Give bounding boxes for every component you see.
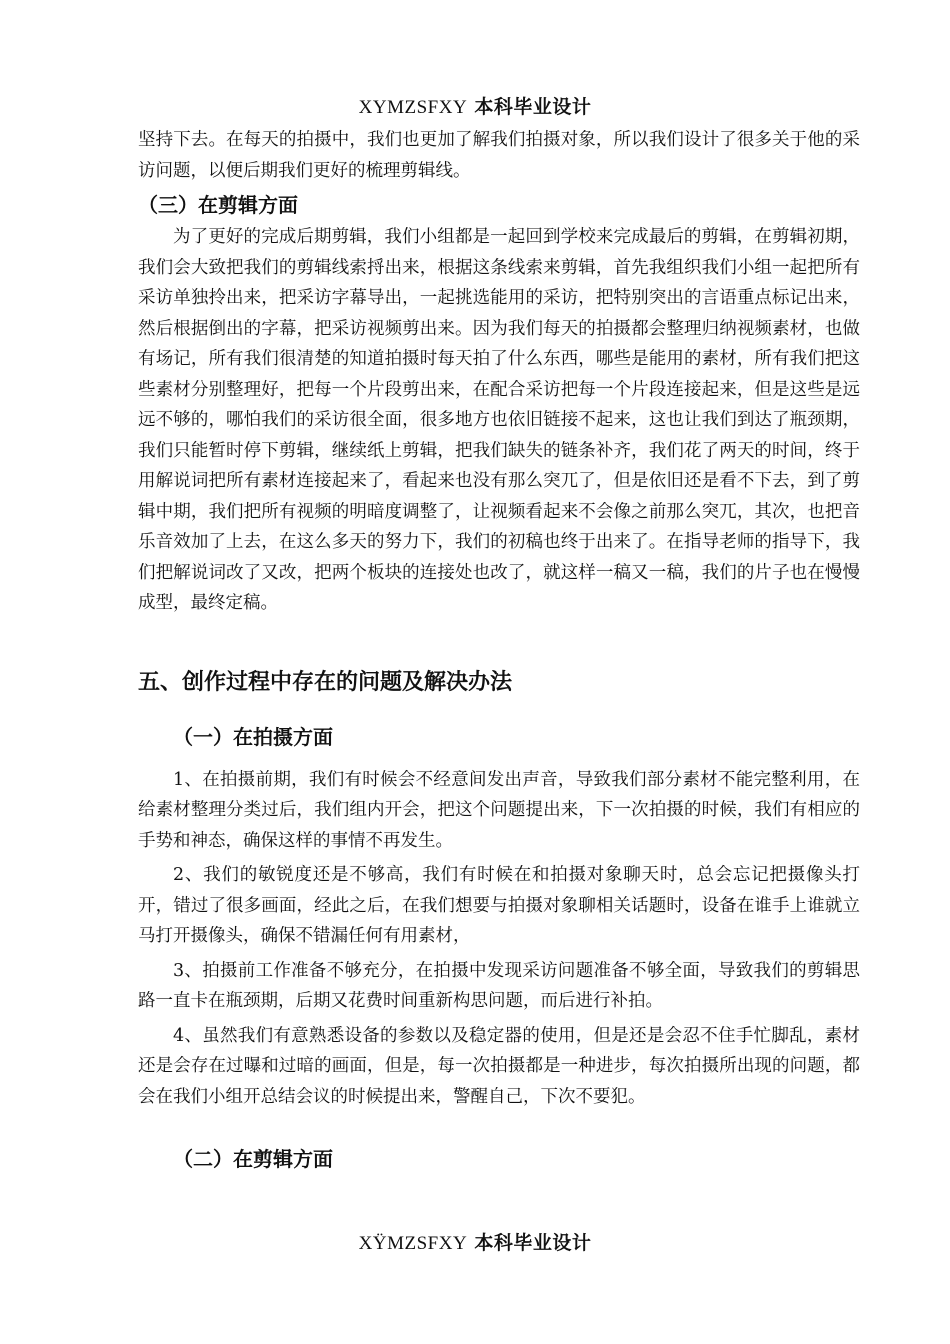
- header-school-code: XYMZSFXY: [358, 97, 468, 118]
- continued-paragraph: 坚持下去。在每天的拍摄中，我们也更加了解我们拍摄对象，所以我们设计了很多关于他的采访问题，以便后期我们更好的梳理剪辑线。: [138, 130, 860, 181]
- section-five-heading: 五、创作过程中存在的问题及解决办法: [138, 669, 513, 695]
- footer-school-code: XŸMZSFXY: [358, 1233, 468, 1254]
- editing-paragraph: 为了更好的完成后期剪辑，我们小组都是一起回到学校来完成最后的剪辑，在剪辑初期，我们会大致把我们的剪辑线索捋出来，根据这条线索来剪辑，首先我组织我们小组一起把所有采访单独拎出来，把采访字幕导出，一起挑选能用的采访，把特别突出的言语重点标记出来，然后根据倒出的字幕，把采访视频剪出来。因为我们每天的拍摄都会整理归纳视频素材，也做有场记，所有我们很清楚的知道拍摄时每天拍了什么东西，哪些是能用的素材，所有我们把这些素材分别整理好，把每一个片段剪出来，在配合采访把每一个片段连接起来，但是这些是远远不够的，哪怕我们的采访很全面，很多地方也依旧链接不起来，这也让我们到达了瓶颈期，我们只能暂时停下剪辑，继续纸上剪辑，把我们缺失的链条补齐，我们花了两天的时间，终于用解说词把所有素材连接起来了，看起来也没有那么突兀了，但是依旧还是看不下去，到了剪辑中期，我们把所有视频的明暗度调整了，让视频看起来不会像之前那么突兀，其次，也把音乐音效加了上去，在这么多天的努力下，我们的初稿也终于出来了。在指导老师的指导下，我们把解说词改了又改，把两个板块的连接处也改了，就这样一稿又一稿，我们的片子也在慢慢成型，最终定稿。: [138, 227, 860, 613]
- shooting-item-1: 1、在拍摄前期，我们有时候会不经意间发出声音，导致我们部分素材不能完整利用，在给素材整理分类过后，我们组内开会，把这个问题提出来，下一次拍摄的时候，我们有相应的手势和神态，确保这样的事情不再发生。: [138, 769, 860, 851]
- shooting-item-2: 2、我们的敏锐度还是不够高，我们有时候在和拍摄对象聊天时，总会忘记把摄像头打开，错过了很多画面，经此之后，在我们想要与拍摄对象聊相关话题时，设备在谁手上谁就立马打开摄像头，确保不错漏任何有用素材，: [138, 865, 860, 946]
- document-body: [138, 125, 860, 1174]
- shooting-item-3: 3、拍摄前工作准备不够充分，在拍摄中发现采访问题准备不够全面，导致我们的剪辑思路一直卡在瓶颈期，后期又花费时间重新构思问题，而后进行补拍。: [138, 960, 860, 1011]
- subsection-editing-2-heading: （二）在剪辑方面: [173, 1147, 333, 1171]
- page-footer: [0, 1228, 950, 1255]
- subsection-editing-heading: （三）在剪辑方面: [138, 193, 298, 217]
- subsection-shooting-heading: （一）在拍摄方面: [173, 724, 333, 749]
- header-title: 本科毕业设计: [467, 96, 592, 118]
- shooting-item-4: 4、虽然我们有意熟悉设备的参数以及稳定器的使用，但是还是会忍不住手忙脚乱，素材还是会存在过曝和过暗的画面，但是，每一次拍摄都是一种进步，每次拍摄所出现的问题，都会在我们小组开总结会议的时候提出来，警醒自己，下次不要犯。: [138, 1025, 860, 1107]
- page-header: [0, 92, 950, 119]
- footer-title: 本科毕业设计: [467, 1232, 592, 1254]
